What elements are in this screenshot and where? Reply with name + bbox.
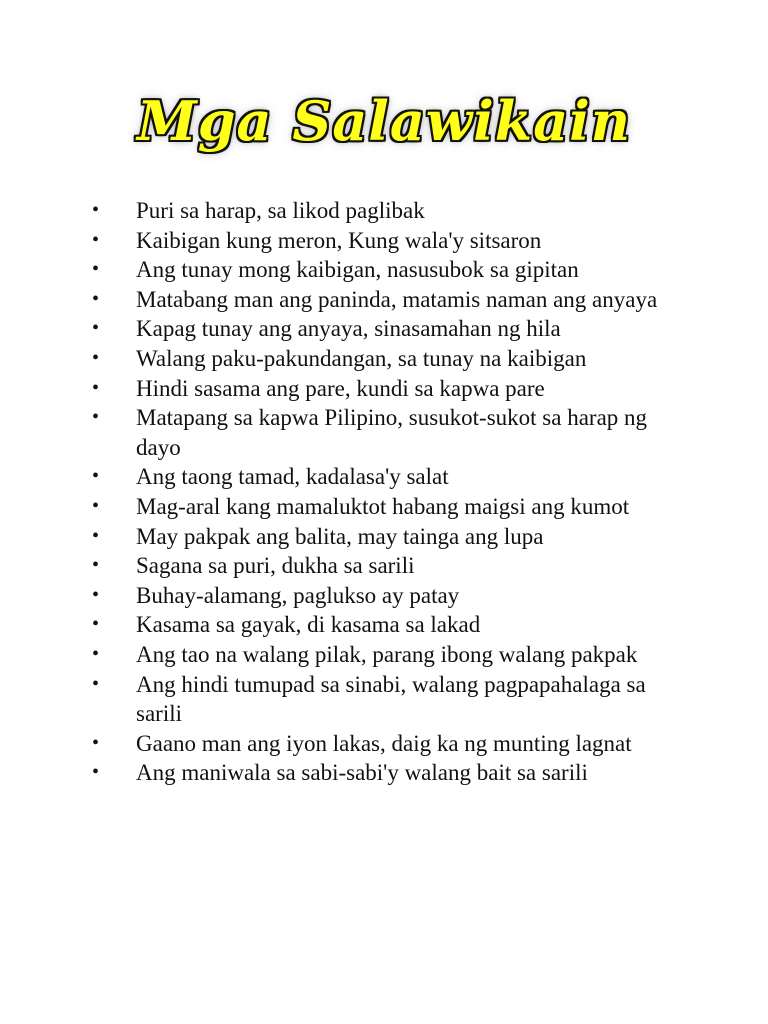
proverb-list <box>92 196 692 788</box>
bullet-icon: • <box>92 465 100 488</box>
list-item <box>92 551 692 581</box>
bullet-icon: • <box>92 642 100 665</box>
bullet-icon: • <box>92 524 100 547</box>
list-item <box>92 314 692 344</box>
bullet-icon: • <box>92 406 100 429</box>
proverb-text: Puri sa harap, sa likod paglibak <box>136 198 425 223</box>
list-item <box>92 670 692 729</box>
list-item <box>92 344 692 374</box>
list-item <box>92 374 692 404</box>
proverb-text: Hindi sasama ang pare, kundi sa kapwa pare <box>136 375 545 401</box>
proverb-text: Ang hindi tumupad sa sinabi, walang pagpapahalaga sa sarili <box>136 671 646 727</box>
bullet-icon: • <box>92 346 100 369</box>
bullet-icon: • <box>92 613 100 636</box>
proverb-text: Buhay-alamang, paglukso ay patay <box>136 582 460 608</box>
proverb-text: Kapag tunay ang anyaya, sinasamahan ng hila <box>136 316 561 342</box>
proverb-text: May pakpak ang balita, may tainga ang lupa <box>136 523 544 549</box>
list-item <box>92 581 692 611</box>
bullet-icon: • <box>92 731 100 754</box>
list-item <box>92 610 692 640</box>
bullet-icon: • <box>92 287 100 310</box>
list-item <box>92 522 692 552</box>
list-item <box>92 403 692 462</box>
bullet-icon: • <box>92 376 100 399</box>
proverb-text: Ang maniwala sa sabi-sabi'y walang bait sa sarili <box>136 760 588 786</box>
list-item <box>92 255 692 285</box>
bullet-icon: • <box>92 672 100 695</box>
proverb-text: Matabang man ang paninda, matamis naman ang anyaya <box>136 286 658 312</box>
proverb-text: Matapang sa kapwa Pilipino, susukot-sukot sa harap ng dayo <box>136 405 648 460</box>
bullet-icon: • <box>92 583 100 606</box>
page-title: Mga Salawikain <box>137 89 631 153</box>
list-item <box>92 196 692 226</box>
list-item <box>92 492 692 522</box>
bullet-icon: • <box>92 317 100 340</box>
bullet-icon: • <box>92 258 100 281</box>
proverb-text: Sagana sa puri, dukha sa sarili <box>136 553 415 579</box>
list-item <box>92 285 692 315</box>
proverb-text: Gaano man ang iyon lakas, daig ka ng munting lagnat <box>136 730 632 756</box>
proverb-text: Mag-aral kang mamaluktot habang maigsi ang kumot <box>136 493 630 519</box>
bullet-icon: • <box>92 228 100 251</box>
bullet-icon: • <box>92 761 100 784</box>
bullet-icon: • <box>92 554 100 577</box>
proverb-text: Kasama sa gayak, di kasama sa lakad <box>136 612 481 638</box>
proverb-text: Ang tao na walang pilak, parang ibong walang pakpak <box>136 641 638 667</box>
proverb-text: Walang paku-pakundangan, sa tunay na kaibigan <box>136 345 587 371</box>
list-item <box>92 640 692 670</box>
proverb-text: Ang tunay mong kaibigan, nasusubok sa gipitan <box>136 257 579 283</box>
proverb-text: Kaibigan kung meron, Kung wala'y sitsaron <box>136 227 542 253</box>
bullet-icon: • <box>92 494 100 517</box>
proverb-text: Ang taong tamad, kadalasa'y salat <box>136 464 449 490</box>
list-item <box>92 462 692 492</box>
list-item <box>92 758 692 788</box>
list-item <box>92 226 692 256</box>
bullet-icon: • <box>92 199 100 221</box>
list-item <box>92 729 692 759</box>
